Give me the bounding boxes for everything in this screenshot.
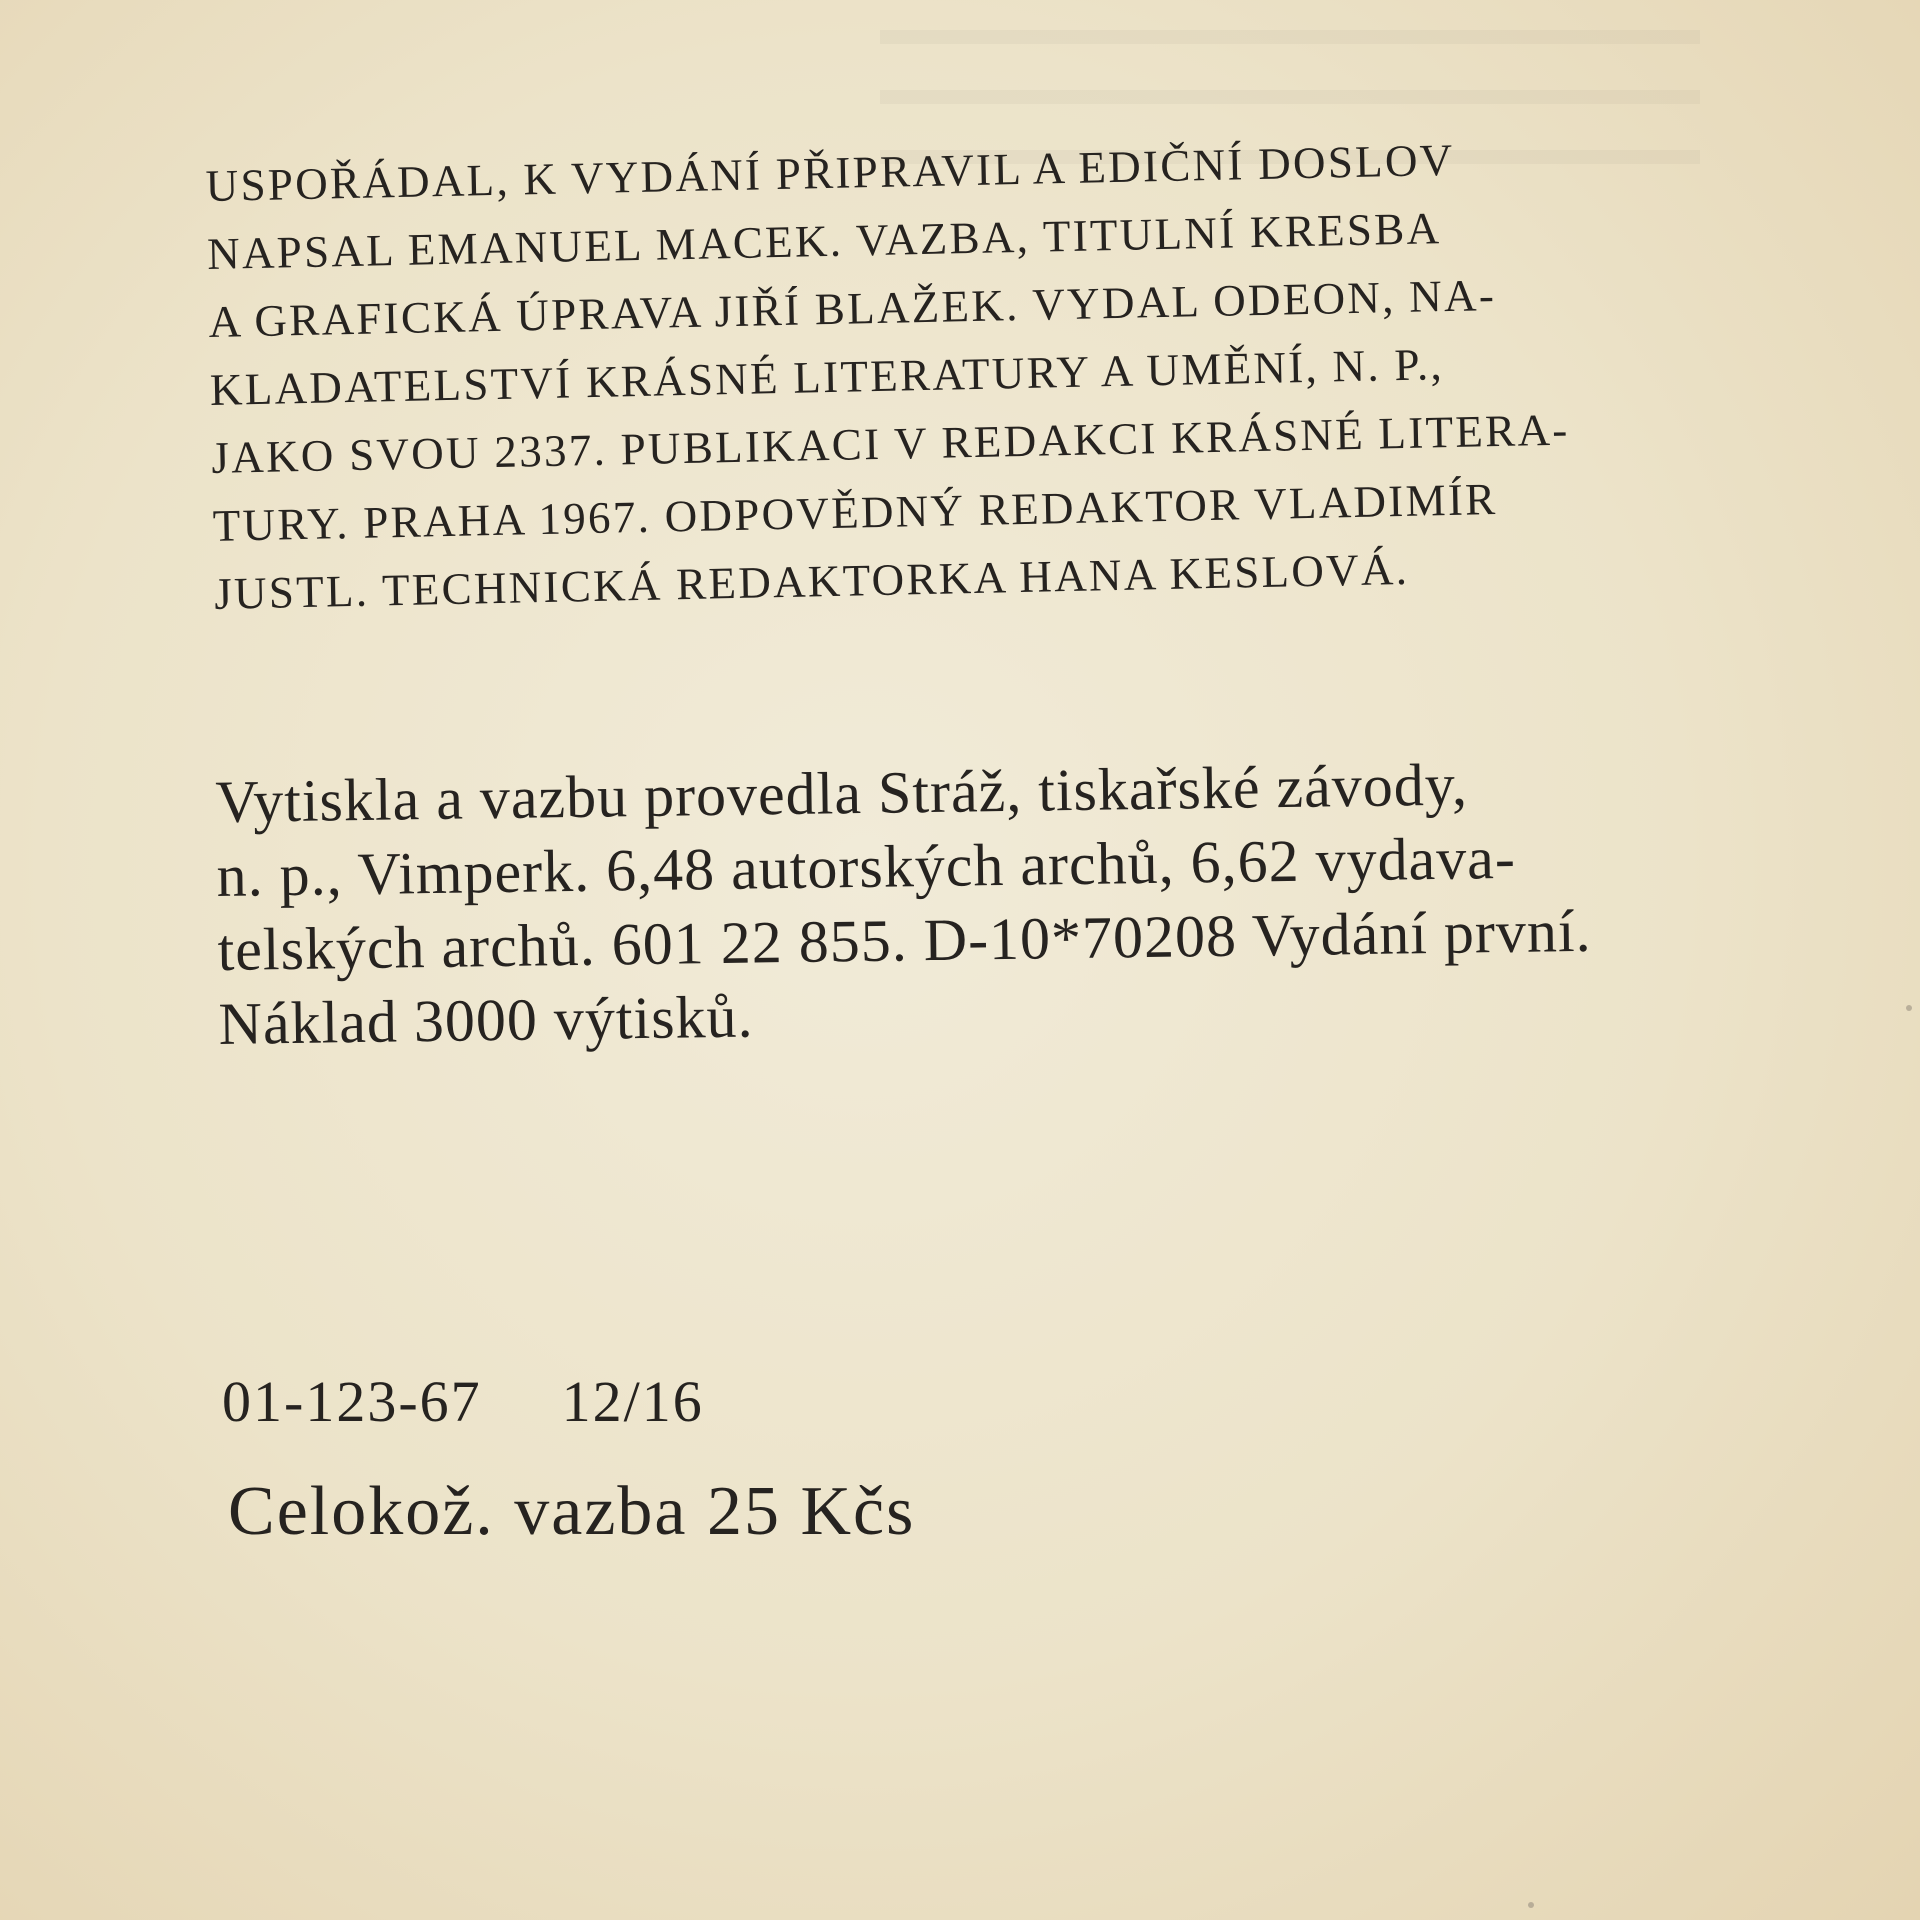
credits-line: KLADATELSTVÍ KRÁSNÉ LITERATURY A UMĚNÍ, N. P., <box>209 339 1445 415</box>
printer-line: telských archů. 601 22 855. D-10*70208 Vydání první. <box>217 897 1592 983</box>
paper-speck <box>1906 1005 1912 1011</box>
editorial-credits-block <box>205 118 1835 628</box>
credits-line: TURY. PRAHA 1967. ODPOVĚDNÝ REDAKTOR VLADIMÍR <box>212 474 1498 551</box>
printer-line: Vytiskla a vazbu provedla Stráž, tiskařské závody, <box>215 751 1469 835</box>
catalog-code: 01-123-67 <box>222 1369 482 1434</box>
paper-speck <box>1528 1902 1534 1908</box>
credits-line: JAKO SVOU 2337. PUBLIKACI V REDAKCI KRÁSNÉ LITERA- <box>210 404 1571 483</box>
price-line: Celokož. vazba 25 Kčs <box>228 1473 916 1550</box>
printer-line: Náklad 3000 výtisků. <box>218 983 754 1057</box>
catalog-code-line <box>222 1368 704 1435</box>
credits-line: A GRAFICKÁ ÚPRAVA JIŘÍ BLAŽEK. VYDAL ODEON, NA- <box>208 269 1497 347</box>
credits-line: USPOŘÁDAL, K VYDÁNÍ PŘIPRAVIL A EDIČNÍ DOSLOV <box>205 134 1455 211</box>
credits-line: NAPSAL EMANUEL MACEK. VAZBA, TITULNÍ KRESBA <box>206 203 1442 279</box>
printer-info-block <box>215 742 1839 1061</box>
catalog-code-suffix: 12/16 <box>561 1369 704 1434</box>
credits-line: JUSTL. TECHNICKÁ REDAKTORKA HANA KESLOVÁ. <box>213 543 1410 619</box>
printer-line: n. p., Vimperk. 6,48 autorských archů, 6,62 vydava- <box>216 824 1517 909</box>
